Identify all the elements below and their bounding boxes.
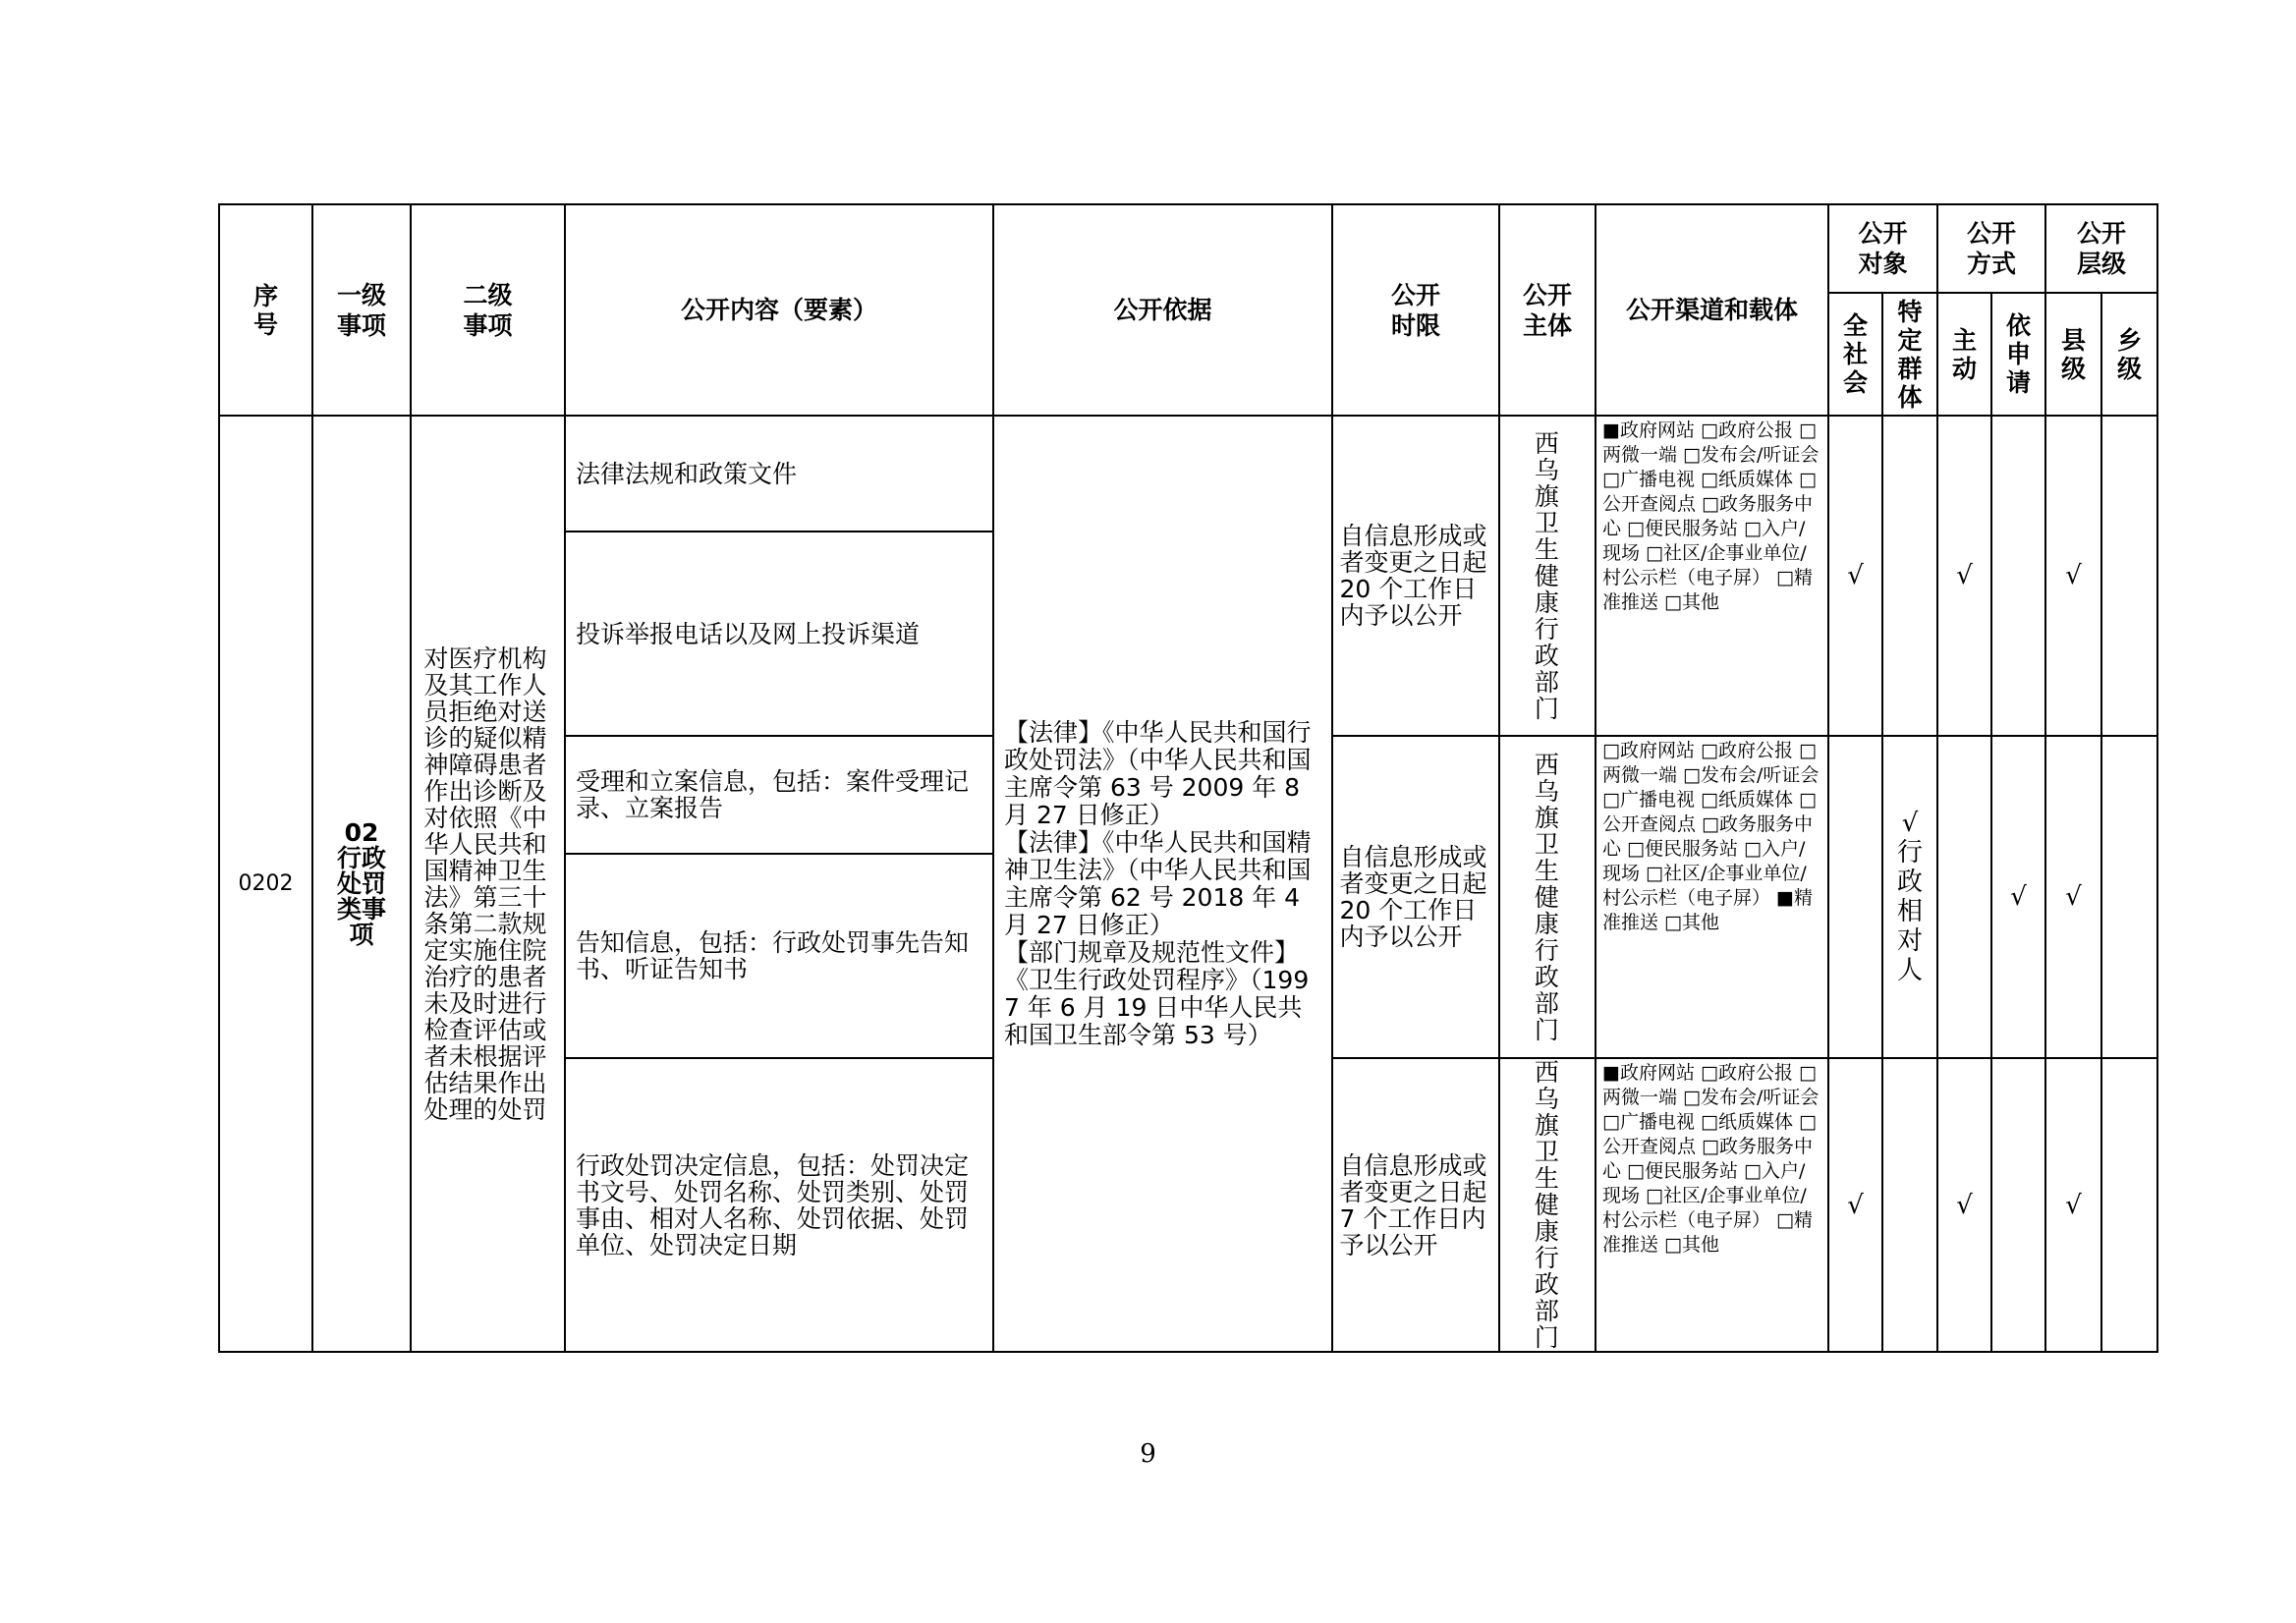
check-target-specific-text: √行政相对人 [1897, 809, 1924, 985]
content-item: 告知信息，包括：行政处罚事先告知书、听证告知书 [565, 854, 993, 1058]
header-level-township [2101, 293, 2157, 416]
check-method-apply [1991, 416, 2045, 736]
disclosure-table [218, 203, 2158, 1353]
check-method-active: √ [1937, 1058, 1991, 1352]
check-target-all [1828, 736, 1882, 1058]
row-level1-text: 02 行政处罚类事项 [336, 817, 386, 949]
check-method-active [1937, 736, 1991, 1058]
group-channel-text: ■政府网站 □政府公报 □两微一端 □发布会/听证会 □广播电视 □纸质媒体 □公开查阅点 □政务服务中心 □便民服务站 □入户/现场 □社区/企事业单位/村公示栏（电子屏） □精准推送 □其他 [1602, 420, 1820, 613]
header-level-county-text: 县级 [2061, 325, 2087, 383]
row-basis-text: 【法律】《中华人民共和国行政处罚法》（中华人民共和国主席令第 63 号 2009 年 8 月 27 日修正） 【法律】《中华人民共和国精神卫生法》（中华人民共和国主席令第 62 号 2018 年 4 月 27 日修正） 【部门规章及规范性文件】《卫生行政处罚程序》（1997 年 6 月 19 日中华人民共和国卫生部令第 53 号） [1004, 717, 1312, 1049]
check-target-specific [1882, 736, 1937, 1058]
page-number: 9 [1140, 1439, 1156, 1469]
header-content: 公开内容（要素） [565, 204, 993, 416]
header-target-all-text: 全社会 [1843, 311, 1869, 397]
group-subject-text: 西乌旗卫生健康行政部门 [1534, 1058, 1559, 1352]
header-target [1828, 204, 1937, 293]
check-level-township [2101, 416, 2157, 736]
group-subject [1499, 1058, 1596, 1352]
group-channel-text: ■政府网站 □政府公报 □两微一端 □发布会/听证会 □广播电视 □纸质媒体 □公开查阅点 □政务服务中心 □便民服务站 □入户/现场 □社区/企事业单位/村公示栏（电子屏） □精准推送 □其他 [1602, 1062, 1820, 1256]
header-subject [1499, 204, 1596, 416]
header-level-text: 公开层级 [2076, 219, 2126, 278]
header-method-active [1937, 293, 1991, 416]
header-method-apply-text: 依申请 [2006, 311, 2032, 397]
content-item: 行政处罚决定信息，包括：处罚决定书文号、处罚名称、处罚类别、处罚事由、相对人名称、处罚依据、处罚单位、处罚决定日期 [565, 1058, 993, 1352]
group-time-limit-text: 自信息形成或者变更之日起 20 个工作日内予以公开 [1339, 522, 1487, 630]
check-target-specific [1882, 1058, 1937, 1352]
header-level-township-text: 乡级 [2117, 325, 2143, 383]
group-time-limit [1332, 416, 1499, 736]
group-time-limit [1332, 1058, 1499, 1352]
group-time-limit-text: 自信息形成或者变更之日起 7 个工作日内予以公开 [1339, 1150, 1487, 1259]
header-basis: 公开依据 [993, 204, 1332, 416]
check-method-apply: √ [1991, 736, 2045, 1058]
header-level-county [2045, 293, 2101, 416]
group-channel [1596, 416, 1828, 736]
group-channel-text: □政府网站 □政府公报 □两微一端 □发布会/听证会 □广播电视 □纸质媒体 □公开查阅点 □政务服务中心 □便民服务站 □入户/现场 □社区/企事业单位/村公示栏（电子屏） ■精准推送 □其他 [1602, 740, 1820, 933]
group-subject [1499, 736, 1596, 1058]
header-method-active-text: 主动 [1952, 325, 1978, 383]
header-method-apply [1991, 293, 2045, 416]
check-method-apply [1991, 1058, 2045, 1352]
check-level-county: √ [2045, 1058, 2101, 1352]
content-item: 受理和立案信息，包括：案件受理记录、立案报告 [565, 736, 993, 854]
header-seq-text: 序号 [252, 281, 278, 339]
header-level1-text: 一级事项 [336, 280, 386, 340]
check-level-county: √ [2045, 736, 2101, 1058]
check-target-specific [1882, 416, 1937, 736]
check-target-all: √ [1828, 416, 1882, 736]
row-level2 [411, 416, 565, 1352]
header-level [2045, 204, 2157, 293]
header-level2-text: 二级事项 [463, 280, 513, 340]
check-target-all: √ [1828, 1058, 1882, 1352]
row-level2-text: 对医疗机构及其工作人员拒绝对送诊的疑似精神障碍患者作出诊断及对依照《中华人民共和国精神卫生法》第三十条第二款规定实施住院治疗的患者未及时进行检查评估或者未根据评估结果作出处理的处罚 [423, 644, 547, 1124]
header-target-text: 公开对象 [1858, 219, 1908, 278]
group-time-limit-text: 自信息形成或者变更之日起 20 个工作日内予以公开 [1339, 843, 1487, 951]
header-channel-text: 公开渠道和载体 [1626, 296, 1799, 324]
row-level1 [312, 416, 411, 1352]
header-time-limit-text: 公开时限 [1390, 280, 1440, 340]
group-time-limit [1332, 736, 1499, 1058]
row-basis [993, 416, 1332, 1352]
header-time-limit [1332, 204, 1499, 416]
header-method-text: 公开方式 [1966, 219, 2016, 278]
header-target-all [1828, 293, 1882, 416]
group-subject-text: 西乌旗卫生健康行政部门 [1534, 750, 1559, 1044]
group-channel [1596, 736, 1828, 1058]
header-level2 [411, 204, 565, 416]
content-item: 法律法规和政策文件 [565, 416, 993, 532]
group-channel [1596, 1058, 1828, 1352]
header-method [1937, 204, 2045, 293]
header-target-specific-text: 特定群体 [1897, 297, 1923, 412]
row-seq: 0202 [219, 416, 312, 1352]
header-target-specific [1882, 293, 1937, 416]
group-subject-text: 西乌旗卫生健康行政部门 [1534, 428, 1559, 723]
check-level-county: √ [2045, 416, 2101, 736]
check-method-active: √ [1937, 416, 1991, 736]
header-level1 [312, 204, 411, 416]
header-subject-text: 公开主体 [1522, 280, 1572, 340]
check-level-township [2101, 736, 2157, 1058]
group-subject [1499, 416, 1596, 736]
content-item: 投诉举报电话以及网上投诉渠道 [565, 532, 993, 736]
check-level-township [2101, 1058, 2157, 1352]
header-seq [219, 204, 312, 416]
header-channel [1596, 204, 1828, 416]
